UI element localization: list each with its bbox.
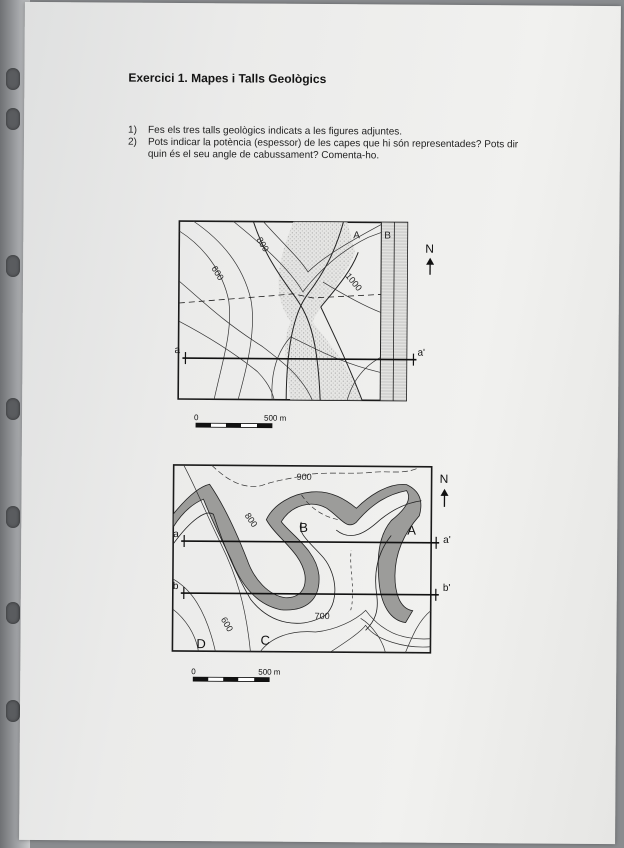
contour-label-800: 800 <box>242 510 260 529</box>
contour-label-900: 900 <box>296 471 312 482</box>
contour-label-700: 700 <box>314 610 330 622</box>
unit-label-b: B <box>384 230 392 242</box>
shaded-bed <box>173 483 421 623</box>
north-arrow-icon <box>425 242 434 275</box>
scale-end-label: 500 m <box>258 667 281 677</box>
binder-ring <box>6 255 20 277</box>
section-label-a-prime: a' <box>443 534 451 546</box>
section-label-b-prime: b' <box>442 582 451 594</box>
contour-line <box>172 609 198 651</box>
geologic-map-1 <box>162 211 464 438</box>
north-label: N <box>439 471 449 486</box>
contour-line <box>350 550 353 610</box>
section-label-a: a <box>173 528 179 541</box>
scale-start-label: 0 <box>194 413 199 423</box>
contour-line <box>192 221 253 399</box>
contour-label-600: 600 <box>218 615 236 634</box>
dashed-line <box>179 293 381 304</box>
contour-line <box>178 231 230 399</box>
worksheet-page <box>19 2 621 844</box>
unit-label-d: D <box>196 636 206 652</box>
binder-ring <box>6 506 20 528</box>
section-label-b: b <box>172 580 179 593</box>
contour-line <box>178 321 275 400</box>
scale-end-label: 500 m <box>264 413 287 423</box>
exercise-title: Exercici 1. Mapes i Talls Geològics <box>128 70 327 87</box>
binder-ring <box>6 68 20 90</box>
unit-label-c: C <box>260 632 270 648</box>
question-text: Fes els tres talls geològics indicats a les figures adjuntes. <box>148 124 403 138</box>
contour-label-1000: 1000 <box>343 271 364 293</box>
scale-bar <box>191 667 281 682</box>
binder-ring <box>6 108 20 130</box>
contour-line <box>172 579 216 651</box>
unit-label-b: B <box>299 519 308 535</box>
scale-start-label: 0 <box>191 667 196 677</box>
question-number: 2) <box>127 136 137 148</box>
unit-label-a: A <box>407 522 416 538</box>
question-text-continued: quin és el seu angle de cabussament? Comenta-ho. <box>147 148 380 162</box>
contour-line <box>360 618 385 652</box>
geologic-map-2 <box>150 459 472 691</box>
section-label-a-prime: a' <box>417 347 426 359</box>
question-text: Pots indicar la potència (espessor) de les capes que hi són representades? Pots dir <box>147 136 519 151</box>
north-label: N <box>425 241 434 256</box>
binder-ring <box>6 700 20 722</box>
stippled-layer <box>278 222 364 401</box>
section-line-b <box>181 593 439 595</box>
contour-label-800: 800 <box>254 235 271 254</box>
binder-ring <box>6 398 20 420</box>
question-number: 1) <box>128 124 137 136</box>
contour-line <box>212 465 417 487</box>
north-arrow-icon <box>439 472 448 507</box>
unit-label-a: A <box>353 230 361 242</box>
contour-label-600: 600 <box>209 264 226 283</box>
binder-ring <box>6 602 20 624</box>
question-2 <box>128 137 558 164</box>
scale-bar <box>194 413 287 428</box>
section-label-a: a <box>174 344 181 357</box>
contour-line <box>330 625 430 653</box>
